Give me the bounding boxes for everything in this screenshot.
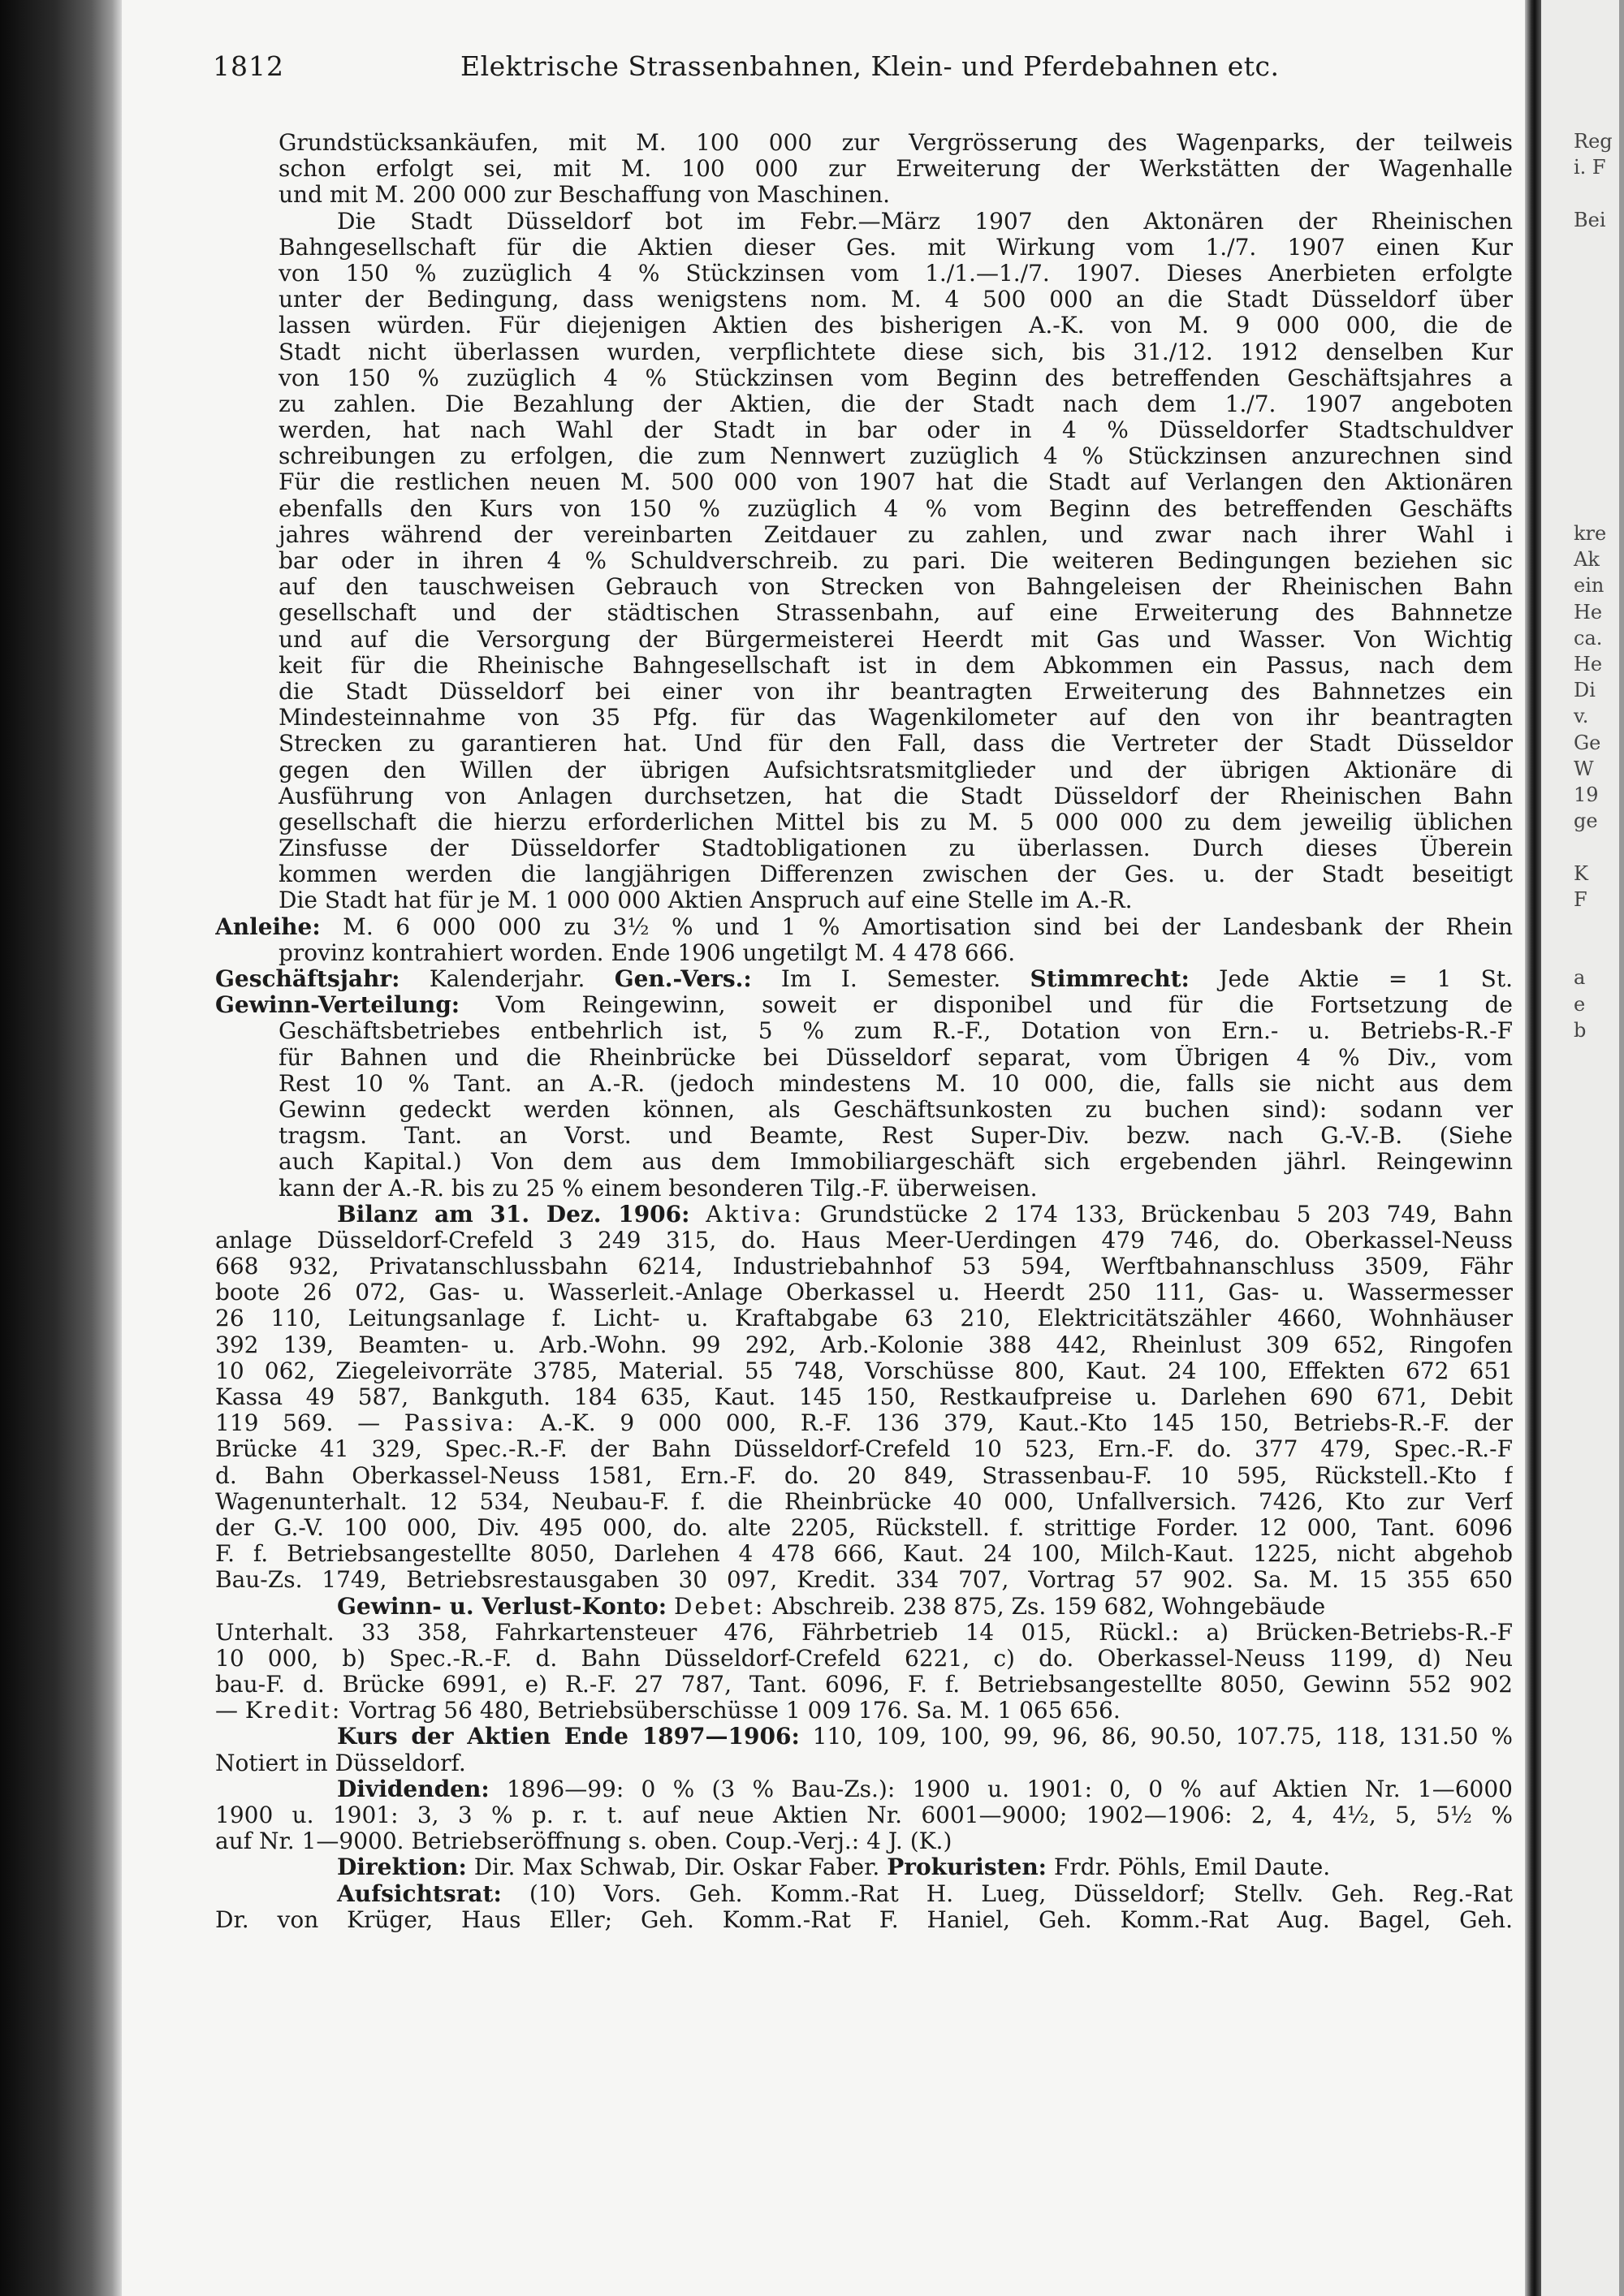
text-line: Bilanz am 31. Dez. 1906: Aktiva: Grundstücke 2 174 133, Brückenbau 5 203 749, Bahn — [337, 1201, 1513, 1228]
text-line: 668 932, Privatanschlussbahn 6214, Industriebahnhof 53 594, Werftbahnanschluss 3509, Fähr — [215, 1254, 1513, 1280]
text-line: Kurs der Aktien Ende 1897—1906: 110, 109, 100, 99, 96, 86, 90.50, 107.75, 118, 131.50 % — [337, 1724, 1513, 1750]
text-line: Kassa 49 587, Bankguth. 184 635, Kaut. 145 150, Restkaufpreise u. Darlehen 690 671, Debit — [215, 1384, 1513, 1410]
neighbor-text-fragment: e — [1574, 992, 1586, 1016]
text-line: Rest 10 % Tant. an A.-R. (jedoch mindestens M. 10 000, die, falls sie nicht aus dem — [279, 1070, 1513, 1097]
neighbor-text-fragment: K — [1574, 861, 1588, 885]
text-line: keit für die Rheinische Bahngesellschaft ist in dem Abkommen ein Passus, nach dem — [279, 652, 1513, 679]
text-line: die Stadt Düsseldorf bei einer von ihr beantragten Erweiterung des Bahnnetzes ein — [279, 678, 1513, 705]
text-line: anlage Düsseldorf-Crefeld 3 249 315, do. Haus Meer-Uerdingen 479 746, do. Oberkassel-Neuss — [215, 1227, 1513, 1254]
neighbor-text-fragment: Di — [1574, 679, 1596, 702]
neighbor-text-fragment: v. — [1574, 705, 1589, 728]
text-line: Direktion: Dir. Max Schwab, Dir. Oskar Faber. Prokuristen: Frdr. Pöhls, Emil Daute. — [337, 1854, 1331, 1881]
text-line: ebenfalls den Kurs von 150 % zuzüglich 4 % vom Beginn des betreffenden Geschäfts — [279, 495, 1513, 522]
text-line: schon erfolgt sei, mit M. 100 000 zur Erweiterung der Werkstätten der Wagenhalle — [279, 156, 1513, 183]
text-line: auch Kapital.) Von dem aus dem Immobiliargeschäft sich ergebenden jährl. Reingewinn — [279, 1149, 1513, 1176]
page-header — [213, 50, 1512, 91]
text-line: 26 110, Leitungsanlage f. Licht- u. Kraftabgabe 63 210, Elektricitätszähler 4660, Wohnhäuser — [215, 1306, 1513, 1332]
running-title: Elektrische Strassenbahnen, Klein- und Pferdebahnen etc. — [460, 50, 1280, 82]
text-line: Gewinn-Verteilung: Vom Reingewinn, soweit er disponibel und für die Fortsetzung de — [215, 992, 1513, 1019]
text-line: werden, hat nach Wahl der Stadt in bar oder in 4 % Düsseldorfer Stadtschuldver — [279, 417, 1513, 444]
text-line: der G.-V. 100 000, Div. 495 000, do. alte 2205, Rückstell. f. strittige Forder. 12 000, Tant. 6096 — [215, 1514, 1513, 1541]
text-line: zu zahlen. Die Bezahlung der Aktien, die der Stadt nach dem 1./7. 1907 angeboten — [279, 391, 1513, 417]
text-line: Wagenunterhalt. 12 534, Neubau-F. f. die Rheinbrücke 40 000, Unfallversich. 7426, Kto zur Verf — [215, 1488, 1513, 1515]
neighbor-text-fragment: Bei — [1574, 208, 1606, 231]
text-line: tragsm. Tant. an Vorst. und Beamte, Rest Super-Div. bezw. nach G.-V.-B. (Siehe — [279, 1123, 1513, 1150]
text-line: für Bahnen und die Rheinbrücke bei Düsseldorf separat, vom Übrigen 4 % Div., vom — [279, 1044, 1513, 1071]
text-line: schreibungen zu erfolgen, die zum Nennwert zuzüglich 4 % Stückzinsen anzurechnen sind — [279, 443, 1513, 470]
text-line: und auf die Versorgung der Bürgermeisterei Heerdt mit Gas und Wasser. Von Wichtig — [279, 626, 1513, 653]
text-line: lassen würden. Für diejenigen Aktien des bisherigen A.-K. von M. 9 000 000, die de — [279, 313, 1513, 339]
text-line: Ausführung von Anlagen durchsetzen, hat die Stadt Düsseldorf der Rheinischen Bahn — [279, 783, 1513, 809]
neighbor-text-fragment: ein — [1574, 574, 1605, 598]
neighbor-page-edge — [1619, 0, 1624, 2296]
neighbor-text-fragment: b — [1574, 1018, 1587, 1042]
text-line: Für die restlichen neuen M. 500 000 von 1907 hat die Stadt auf Verlangen den Aktionären — [279, 469, 1513, 496]
text-line: 10 062, Ziegeleivorräte 3785, Material. 55 748, Vorschüsse 800, Kaut. 24 100, Effekten 672 651 — [215, 1357, 1513, 1384]
text-line: Brücke 41 329, Spec.-R.-F. der Bahn Düsseldorf-Crefeld 10 523, Ern.-F. do. 377 479, Spec.-R.-F — [215, 1436, 1513, 1463]
text-line: Die Stadt hat für je M. 1 000 000 Aktien Anspruch auf eine Stelle im A.-R. — [279, 887, 1133, 914]
text-line: provinz kontrahiert worden. Ende 1906 ungetilgt M. 4 478 666. — [279, 939, 1016, 966]
text-line: 392 139, Beamten- u. Arb.-Wohn. 99 292, Arb.-Kolonie 388 442, Rheinlust 309 652, Ringofen — [215, 1331, 1513, 1358]
page-number: 1812 — [213, 50, 284, 82]
text-line: und mit M. 200 000 zur Beschaffung von Maschinen. — [279, 182, 891, 209]
text-line: kommen werden die langjährigen Differenzen zwischen der Ges. u. der Stadt beseitigt — [279, 861, 1513, 888]
text-line: Stadt nicht überlassen wurden, verpflichtete diese sich, bis 31./12. 1912 denselben Kur — [279, 339, 1513, 365]
text-line: Gewinn- u. Verlust-Konto: Debet: Abschreib. 238 875, Zs. 159 682, Wohngebäude — [337, 1593, 1326, 1620]
text-line: Strecken zu garantieren hat. Und für den Fall, dass die Vertreter der Stadt Düsseldor — [279, 731, 1513, 757]
book-binding-edge — [0, 0, 122, 2296]
neighbor-text-fragment: Reg — [1574, 130, 1613, 153]
text-line: Bahngesellschaft für die Aktien dieser Ges. mit Wirkung vom 1./7. 1907 einen Kur — [279, 234, 1513, 261]
text-line: Mindesteinnahme von 35 Pfg. für das Wagenkilometer auf den von ihr beantragten — [279, 705, 1513, 732]
neighbor-text-fragment: ge — [1574, 809, 1598, 833]
text-line: 1900 u. 1901: 3, 3 % p. r. t. auf neue Aktien Nr. 6001—9000; 1902—1906: 2, 4, 4½, 5, 5½ % — [215, 1802, 1513, 1828]
text-line: auf den tauschweisen Gebrauch von Strecken von Bahngeleisen der Rheinischen Bahn — [279, 574, 1513, 601]
text-line: Gewinn gedeckt werden können, als Geschäftsunkosten zu buchen sind): sodann ver — [279, 1096, 1513, 1123]
text-line: Geschäftsbetriebes entbehrlich ist, 5 % zum R.-F., Dotation von Ern.- u. Betriebs-R.-F — [279, 1018, 1513, 1045]
neighbor-page-fragment — [1541, 0, 1624, 2296]
neighbor-text-fragment: ca. — [1574, 626, 1603, 650]
neighbor-text-fragment: i. F — [1574, 156, 1606, 179]
neighbor-text-fragment: 19 — [1574, 783, 1599, 806]
text-line: boote 26 072, Gas- u. Wasserleit.-Anlage Oberkassel u. Heerdt 250 111, Gas- u. Wassermesser — [215, 1280, 1513, 1306]
text-line: gesellschaft und der städtischen Strassenbahn, auf eine Erweiterung des Bahnnetze — [279, 600, 1513, 627]
text-line: Geschäftsjahr: Kalenderjahr. Gen.-Vers.: Im I. Semester. Stimmrecht: Jede Aktie = 1 St. — [215, 966, 1513, 992]
text-line: Unterhalt. 33 358, Fahrkartensteuer 476, Fährbetrieb 14 015, Rückl.: a) Brücken-Betriebs-R.-F — [215, 1619, 1513, 1646]
text-line: kann der A.-R. bis zu 25 % einem besonderen Tilg.-F. überweisen. — [279, 1175, 1038, 1202]
text-line: Grundstücksankäufen, mit M. 100 000 zur Vergrösserung des Wagenparks, der teilweis — [279, 130, 1513, 156]
text-line: — Kredit: Vortrag 56 480, Betriebsüberschüsse 1 009 176. Sa. M. 1 065 656. — [215, 1698, 1121, 1724]
text-line: d. Bahn Oberkassel-Neuss 1581, Ern.-F. do. 20 849, Strassenbau-F. 10 595, Rückstell.-Kto f — [215, 1462, 1513, 1489]
neighbor-text-fragment: He — [1574, 653, 1603, 675]
neighbor-text-fragment: a — [1574, 966, 1586, 990]
neighbor-text-fragment: Ak — [1574, 548, 1600, 572]
text-line: Die Stadt Düsseldorf bot im Febr.—März 1907 den Aktonären der Rheinischen — [337, 208, 1513, 235]
text-line: gegen den Willen der übrigen Aufsichtsratsmitglieder und der übrigen Aktionäre di — [279, 757, 1513, 783]
text-line: 119 569. — Passiva: A.-K. 9 000 000, R.-F. 136 379, Kaut.-Kto 145 150, Betriebs-R.-F. der — [215, 1410, 1513, 1437]
text-line: jahres während der vereinbarten Zeitdauer zu zahlen, und zwar nach ihrer Wahl i — [279, 521, 1513, 548]
text-line: von 150 % zuzüglich 4 % Stückzinsen vom 1./1.—1./7. 1907. Dieses Anerbieten erfolgte — [279, 260, 1513, 287]
text-line: Zinsfusse der Düsseldorfer Stadtobligationen zu überlassen. Durch dieses Überein — [279, 835, 1513, 862]
text-line: gesellschaft die hierzu erforderlichen Mittel bis zu M. 5 000 000 zu dem jeweilig üblichen — [279, 809, 1513, 835]
text-line: auf Nr. 1—9000. Betriebseröffnung s. oben. Coup.-Verj.: 4 J. (K.) — [215, 1828, 952, 1855]
text-line: bar oder in ihren 4 % Schuldverschreib. zu pari. Die weiteren Bedingungen beziehen sic — [279, 548, 1513, 574]
text-line: bau-F. d. Brücke 6991, e) R.-F. 27 787, Tant. 6096, F. f. Betriebsangestellte 8050, Gewinn 552 902 — [215, 1672, 1513, 1698]
text-line: Dividenden: 1896—99: 0 % (3 % Bau-Zs.): 1900 u. 1901: 0, 0 % auf Aktien Nr. 1—6000 — [337, 1776, 1513, 1802]
text-line: Dr. von Krüger, Haus Eller; Geh. Komm.-Rat F. Haniel, Geh. Komm.-Rat Aug. Bagel, Geh. — [215, 1906, 1513, 1933]
text-line: Notiert in Düsseldorf. — [215, 1750, 466, 1776]
neighbor-text-fragment: F — [1574, 887, 1587, 911]
text-line: F. f. Betriebsangestellte 8050, Darlehen 4 478 666, Kaut. 24 100, Milch-Kaut. 1225, nicht abgehob — [215, 1541, 1513, 1568]
neighbor-text-fragment: He — [1574, 600, 1603, 624]
text-line: unter der Bedingung, dass wenigstens nom. M. 4 500 000 an die Stadt Düsseldorf über — [279, 287, 1513, 313]
text-line: von 150 % zuzüglich 4 % Stückzinsen vom Beginn des betreffenden Geschäftsjahres a — [279, 365, 1513, 391]
text-line: Anleihe: M. 6 000 000 zu 3½ % und 1 % Amortisation sind bei der Landesbank der Rhein — [215, 913, 1513, 940]
page-gutter — [1525, 0, 1541, 2296]
text-line: Bau-Zs. 1749, Betriebsrestausgaben 30 097, Kredit. 334 707, Vortrag 57 902. Sa. M. 15 355 650 — [215, 1567, 1513, 1594]
neighbor-text-fragment: Ge — [1574, 731, 1601, 754]
neighbor-text-fragment: kre — [1574, 522, 1607, 545]
page-body-text — [215, 130, 1513, 1933]
text-line: Aufsichtsrat: (10) Vors. Geh. Komm.-Rat H. Lueg, Düsseldorf; Stellv. Geh. Reg.-Rat — [337, 1880, 1513, 1907]
text-line: 10 000, b) Spec.-R.-F. d. Bahn Düsseldorf-Crefeld 6221, c) do. Oberkassel-Neuss 1199, d) Neu — [215, 1645, 1513, 1672]
neighbor-text-fragment: W — [1574, 757, 1594, 780]
